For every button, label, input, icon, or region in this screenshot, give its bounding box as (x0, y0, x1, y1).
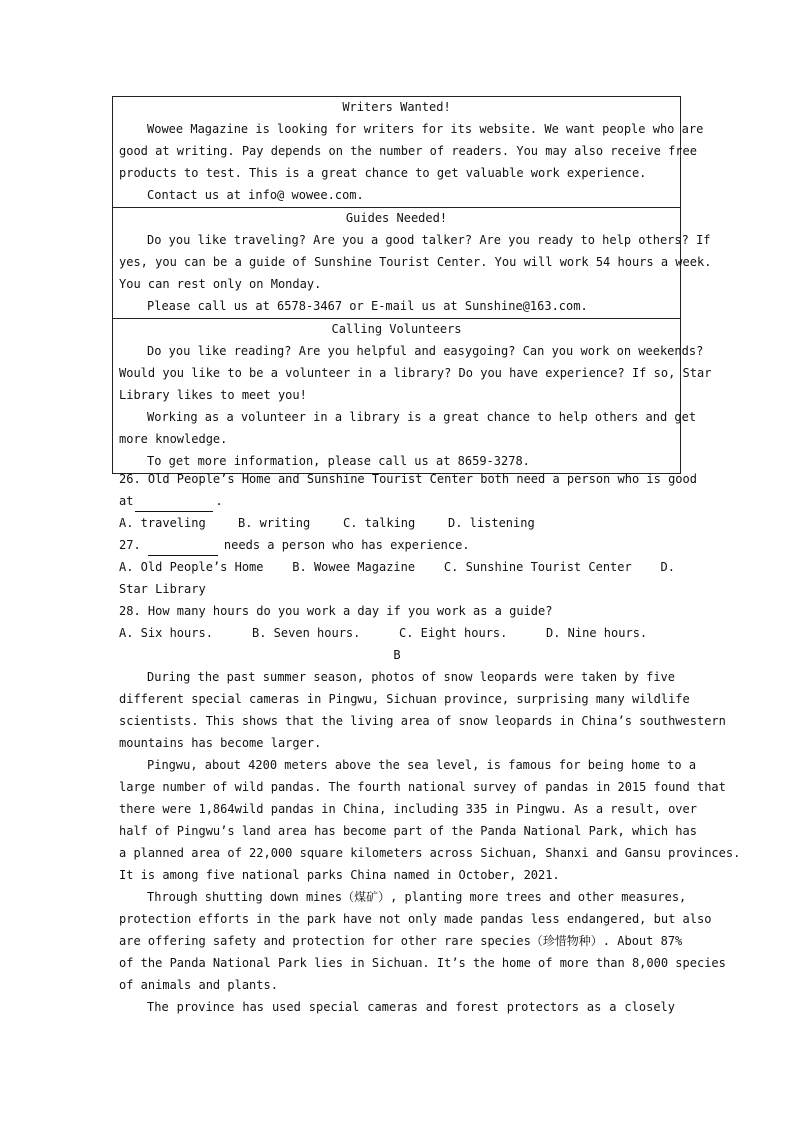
questions-section (119, 468, 741, 1018)
passage-line: of the Panda National Park lies in Sichuan. It’s the home of more than 8,000 species (119, 956, 726, 970)
q28-option-d[interactable]: D. Nine hours. (546, 626, 648, 640)
question-26-line-2 (119, 490, 675, 512)
ad-title: Writers Wanted! (342, 100, 451, 114)
q27-option-c[interactable]: C. Sunshine Tourist Center (443, 560, 632, 574)
passage-line: scientists. This shows that the living area of snow leopards in China’s southwestern (119, 714, 726, 728)
ad-text-line: Working as a volunteer in a library is a great chance to help others and get (147, 410, 697, 424)
question-26-line-1: 26. Old People’s Home and Sunshine Tourist Center both need a person who is good (119, 472, 697, 486)
passage-line: are offering safety and protection for other rare species（珍惜物种）. About 87% (119, 934, 683, 948)
passage-line: there were 1,864wild pandas in China, including 335 in Pingwu. As a result, over (119, 802, 697, 816)
ad-text-line: products to test. This is a great chance to get valuable work experience. (119, 166, 647, 180)
q26-option-a[interactable]: A. traveling (119, 516, 206, 530)
ad-box (113, 318, 712, 473)
ad-text-line: good at writing. Pay depends on the number of readers. You may also receive free (119, 144, 697, 158)
ad-box (113, 207, 712, 318)
q27-option-b[interactable]: B. Wowee Magazine (292, 560, 416, 574)
passage-line: of animals and plants. (119, 978, 278, 992)
passage-line: Through shutting down mines（煤矿）, planting more trees and other measures, (147, 890, 687, 904)
passage-line: large number of wild pandas. The fourth national survey of pandas in 2015 found that (119, 780, 726, 794)
q26-option-c[interactable]: C. talking (343, 516, 416, 530)
ad-text-line: Please call us at 6578-3467 or E-mail us at Sunshine@163.com. (147, 299, 588, 313)
ad-text-line: yes, you can be a guide of Sunshine Tourist Center. You will work 54 hours a week. (119, 255, 712, 269)
reading-passage-b (119, 666, 741, 1018)
ad-text-line: Would you like to be a volunteer in a library? Do you have experience? If so, Star (119, 366, 712, 380)
q28-option-c[interactable]: C. Eight hours. (399, 626, 508, 640)
answer-blank-26[interactable] (135, 497, 213, 512)
ad-text-line: Wowee Magazine is looking for writers for its website. We want people who are (147, 122, 704, 136)
ad-text-line: To get more information, please call us at 8659-3278. (147, 454, 530, 468)
ad-text-line: Do you like reading? Are you helpful and easygoing? Can you work on weekends? (147, 344, 704, 358)
q26-option-b[interactable]: B. writing (238, 516, 311, 530)
section-b-label: B (393, 648, 401, 662)
question-27-options (119, 556, 675, 578)
passage-line: The province has used special cameras and forest protectors as a closely (147, 1000, 675, 1014)
question-27-number: 27. (119, 538, 141, 552)
question-28: 28. How many hours do you work a day if you work as a guide? (119, 604, 553, 618)
q27-option-d-text[interactable]: Star Library (119, 582, 206, 596)
passage-line: mountains has become larger. (119, 736, 322, 750)
question-27-text: needs a person who has experience. (223, 538, 470, 552)
passage-line: protection efforts in the park have not only made pandas less endangered, but also (119, 912, 712, 926)
passage-line: different special cameras in Pingwu, Sichuan province, surprising many wildlife (119, 692, 690, 706)
passage-line: During the past summer season, photos of snow leopards were taken by five (147, 670, 675, 684)
q27-option-a[interactable]: A. Old People’s Home (119, 560, 264, 574)
question-26-end: . (215, 494, 223, 508)
question-26-options (119, 512, 675, 534)
passage-line: a planned area of 22,000 square kilometers across Sichuan, Shanxi and Gansu provinces. (119, 846, 741, 860)
passage-line: It is among five national parks China named in October, 2021. (119, 868, 560, 882)
ad-text-line: more knowledge. (119, 432, 228, 446)
passage-line: half of Pingwu’s land area has become part of the Panda National Park, which has (119, 824, 697, 838)
ad-text-line: You can rest only on Monday. (119, 277, 322, 291)
question-28-options (119, 622, 675, 644)
answer-blank-27[interactable] (148, 541, 218, 556)
ad-title: Guides Needed! (345, 211, 448, 225)
question-26-at: at (119, 494, 134, 508)
ad-text-line: Do you like traveling? Are you a good talker? Are you ready to help others? If (147, 233, 711, 247)
q27-option-d[interactable]: D. (660, 560, 675, 574)
ad-text-line: Contact us at info@ wowee.com. (147, 188, 364, 202)
ad-text-line: Library likes to meet you! (119, 388, 307, 402)
q28-option-a[interactable]: A. Six hours. (119, 626, 213, 640)
ad-box (113, 97, 704, 207)
passage-line: Pingwu, about 4200 meters above the sea level, is famous for being home to a (147, 758, 697, 772)
ad-title: Calling Volunteers (331, 322, 462, 336)
q28-option-b[interactable]: B. Seven hours. (252, 626, 361, 640)
question-27 (119, 534, 675, 556)
ads-table (112, 96, 712, 474)
q26-option-d[interactable]: D. listening (448, 516, 535, 530)
